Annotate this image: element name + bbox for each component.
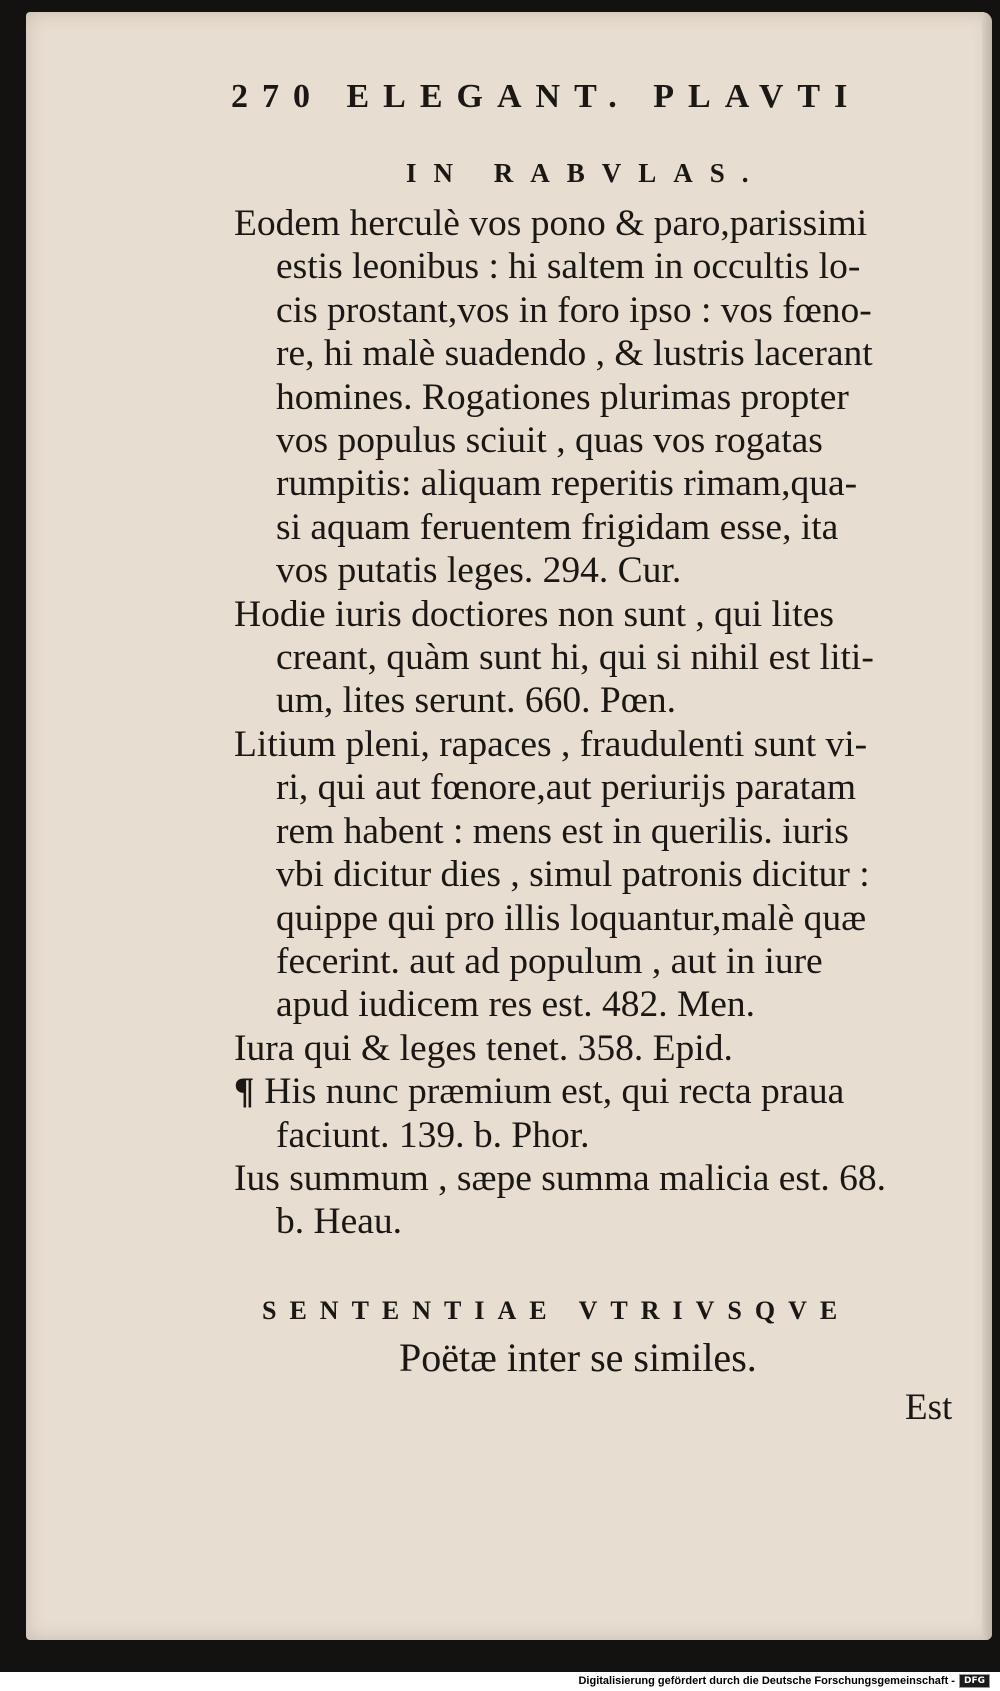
- entry-5-text: His nunc præmium est, qui recta praua faciunt. 139. b. Phor.: [264, 1071, 845, 1156]
- sententiae-title: SENTENTIAE VTRIVSQVE: [262, 1296, 851, 1325]
- body-text: [234, 202, 979, 1244]
- entry-4: Iura qui & leges tenet. 358. Epid.: [234, 1027, 733, 1069]
- footer-credit: [578, 1674, 990, 1688]
- catchword: Est: [905, 1387, 953, 1428]
- sententiae-subtitle: Poëtæ inter se similes.: [399, 1335, 757, 1380]
- dfg-logo-icon: DFG: [959, 1674, 990, 1688]
- entry-5: [234, 1070, 979, 1157]
- entry-1: Eodem herculè vos pono & paro,parissimi estis leonibus : hi saltem in occultis lo- cis prostant,vos in foro ipso : vos fœno- re, hi malè suadendo , & lustris lacerant homines. Rogationes plurimas propter vos populus sciuit , quas vos rogatas rumpitis: aliquam reperitis rimam,qua- si aquam feruentem frigidam esse, ita vos putatis leges. 294. Cur.: [234, 203, 873, 592]
- book-page: [26, 12, 992, 1640]
- running-header: 270 ELEGANT. PLAVTI: [231, 78, 862, 115]
- page-edge: [982, 12, 992, 1640]
- pilcrow-icon: ¶: [234, 1071, 255, 1113]
- footer-text: Digitalisierung gefördert durch die Deutsche Forschungsgemeinschaft -: [578, 1675, 955, 1687]
- entry-3: Litium pleni, rapaces , fraudulenti sunt vi- ri, qui aut fœnore,aut periurijs paratam rem habent : mens est in querilis. iuris vbi dicitur dies , simul patronis dicitur : quippe qui pro illis loquantur,malè quæ fecerint. aut ad populum , aut in iure apud iudicem res est. 482. Men.: [234, 723, 870, 1026]
- section-title: IN RABVLAS.: [406, 158, 766, 188]
- entry-2: Hodie iuris doctiores non sunt , qui lites creant, quàm sunt hi, qui si nihil est liti- um, lites serunt. 660. Pœn.: [234, 593, 874, 722]
- entry-6: Ius summum , sæpe summa malicia est. 68. b. Heau.: [234, 1157, 887, 1243]
